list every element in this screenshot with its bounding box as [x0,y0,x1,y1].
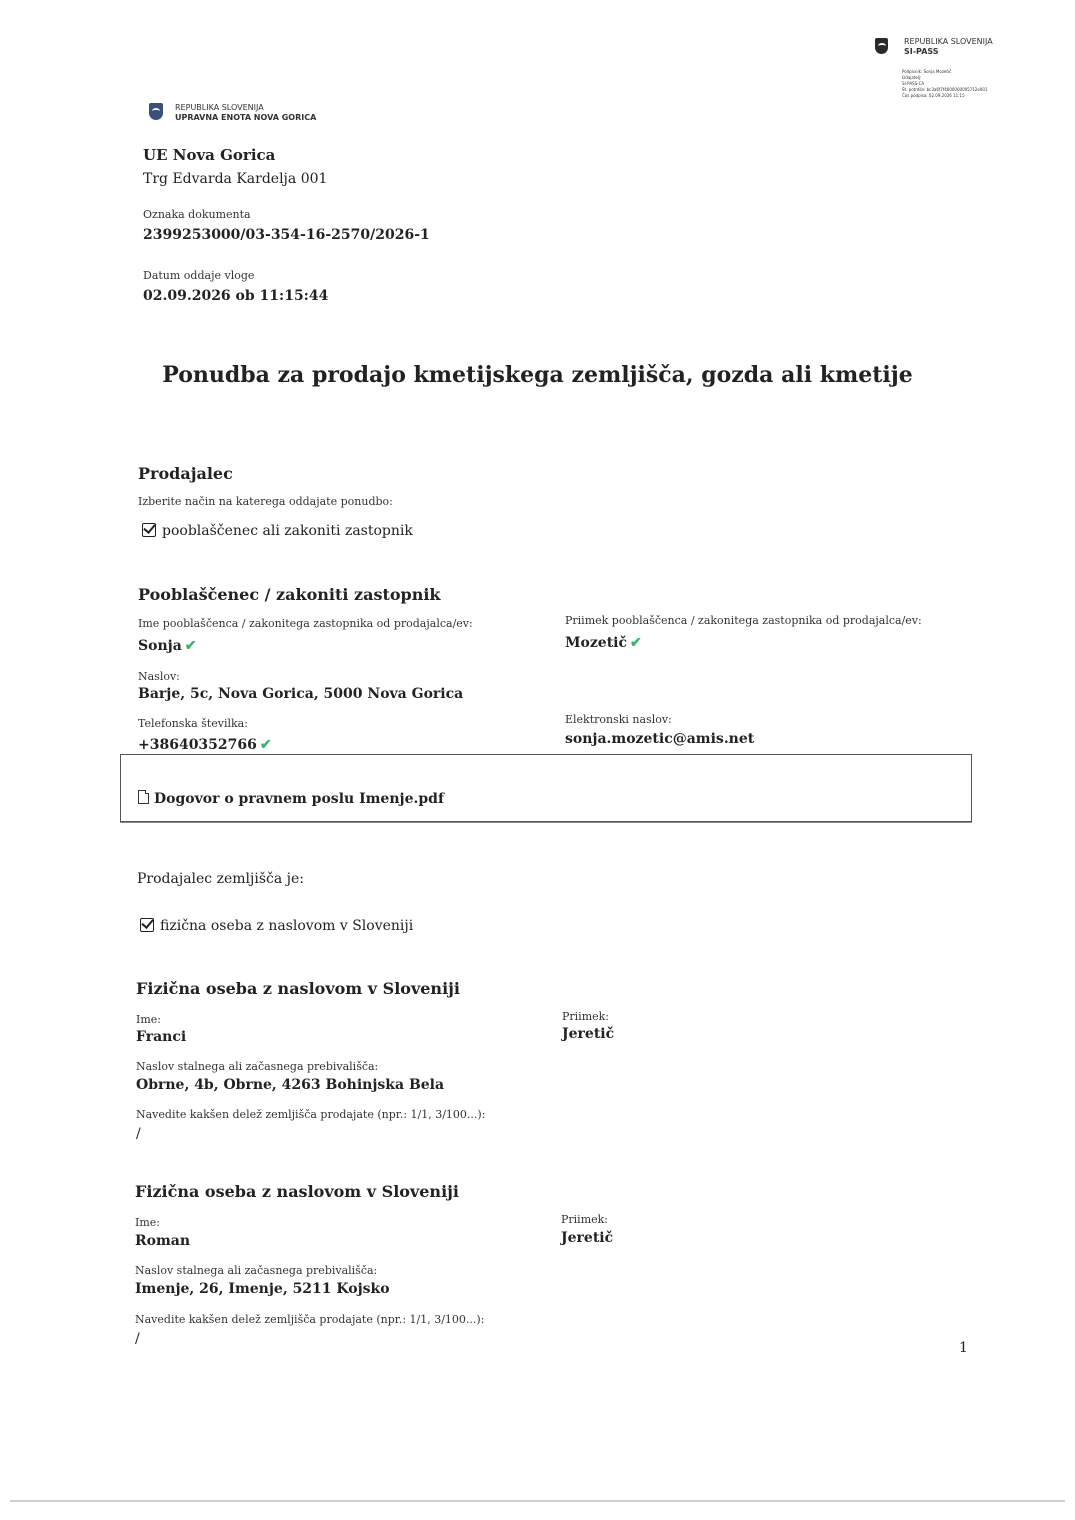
coat-of-arms-icon [875,38,888,54]
representative-last-name-value: Mozetič [565,635,628,651]
person-last-name: Jeretič [562,1026,615,1042]
header-logo-line2: UPRAVNA ENOTA NOVA GORICA [175,113,317,122]
attachment-filename: Dogovor o pravnem poslu Imenje.pdf [154,791,444,807]
signature-meta-line: Izdajatelj: [902,75,922,80]
person-first-name: Franci [136,1029,187,1045]
checked-checkbox-icon [142,523,156,537]
document-icon [138,790,149,804]
signature-meta-line: Podpisnik: Sonja Mozetič [902,69,952,74]
representative-heading: Pooblaščenec / zakoniti zastopnik [138,585,441,604]
representative-phone-label: Telefonska številka: [138,717,248,730]
person-heading: Fizična oseba z naslovom v Sloveniji [136,979,461,998]
signature-stamp-line1: REPUBLIKA SLOVENIJA [904,37,993,46]
person-address-label: Naslov stalnega ali začasnega prebivališča: [135,1264,378,1277]
page-title: Ponudba za prodajo kmetijskega zemljišča, gozda ali kmetije [162,362,913,388]
verified-check-icon: ✔ [630,635,642,651]
person-last-name-label: Priimek: [561,1213,609,1226]
representative-address: Barje, 5c, Nova Gorica, 5000 Nova Gorica [138,686,464,702]
submission-date: 02.09.2026 ob 11:15:44 [143,288,329,304]
representative-email: sonja.mozetic@amis.net [565,731,755,747]
signature-stamp-line2: SI-PASS [904,47,939,56]
person-last-name-label: Priimek: [562,1010,610,1023]
seller-heading: Prodajalec [138,464,233,483]
person-first-name-label: Ime: [135,1216,160,1229]
person-first-name: Roman [135,1233,191,1249]
representative-last-name [565,635,642,651]
signature-meta-line: Čas podpisa: 02.09.2026 11:15 [902,93,965,98]
document-id: 2399253000/03-354-16-2570/2026-1 [143,227,430,243]
representative-phone-value: +38640352766 [138,737,257,753]
submission-date-label: Datum oddaje vloge [143,269,255,282]
person-share: / [135,1331,140,1347]
seller-option [142,523,413,539]
representative-address-label: Naslov: [138,670,180,683]
signature-meta-line: SI-PASS-CA [902,81,925,86]
land-seller-prompt: Prodajalec zemljišča je: [137,871,304,887]
person-share: / [136,1126,141,1142]
office-name: UE Nova Gorica [143,146,276,164]
attachment-link[interactable] [138,790,444,807]
representative-last-name-label: Priimek pooblaščenca / zakonitega zastopnika od prodajalca/ev: [565,614,922,627]
verified-check-icon: ✔ [259,737,272,753]
representative-first-name-label: Ime pooblaščenca / zakonitega zastopnika od prodajalca/ev: [138,617,473,630]
representative-phone [138,737,272,753]
checked-checkbox-icon [140,918,154,932]
attachment-box [120,754,972,822]
person-first-name-label: Ime: [136,1013,161,1026]
signature-stamp [904,37,993,57]
representative-email-label: Elektronski naslov: [565,713,672,726]
person-address-label: Naslov stalnega ali začasnega prebivališča: [136,1060,379,1073]
document-id-label: Oznaka dokumenta [143,208,251,221]
seller-prompt: Izberite način na katerega oddajate ponudbo: [138,495,393,508]
person-share-label: Navedite kakšen delež zemljišča prodajate (npr.: 1/1, 3/100...): [136,1108,486,1121]
signature-meta [902,69,987,99]
page-bottom-edge [10,1500,1065,1502]
header-logo [175,103,316,123]
land-seller-option [140,918,413,934]
land-seller-option-label: fizična oseba z naslovom v Sloveniji [160,918,414,934]
representative-first-name [138,638,197,654]
person-address: Obrne, 4b, Obrne, 4263 Bohinjska Bela [136,1077,445,1093]
header-logo-line1: REPUBLIKA SLOVENIJA [175,103,264,112]
person-last-name: Jeretič [561,1230,614,1246]
representative-first-name-value: Sonja [138,638,182,654]
person-address: Imenje, 26, Imenje, 5211 Kojsko [135,1281,390,1297]
coat-of-arms-icon [149,103,163,120]
page-number: 1 [959,1340,968,1356]
seller-option-label: pooblaščenec ali zakoniti zastopnik [162,523,413,539]
person-heading: Fizična oseba z naslovom v Sloveniji [135,1182,460,1201]
office-address: Trg Edvarda Kardelja 001 [143,171,328,187]
signature-meta-line: Št. potrdila: bc3a6f7f4000000005712e001 [902,87,988,92]
person-share-label: Navedite kakšen delež zemljišča prodajate (npr.: 1/1, 3/100...): [135,1313,485,1326]
verified-check-icon: ✔ [184,638,197,654]
